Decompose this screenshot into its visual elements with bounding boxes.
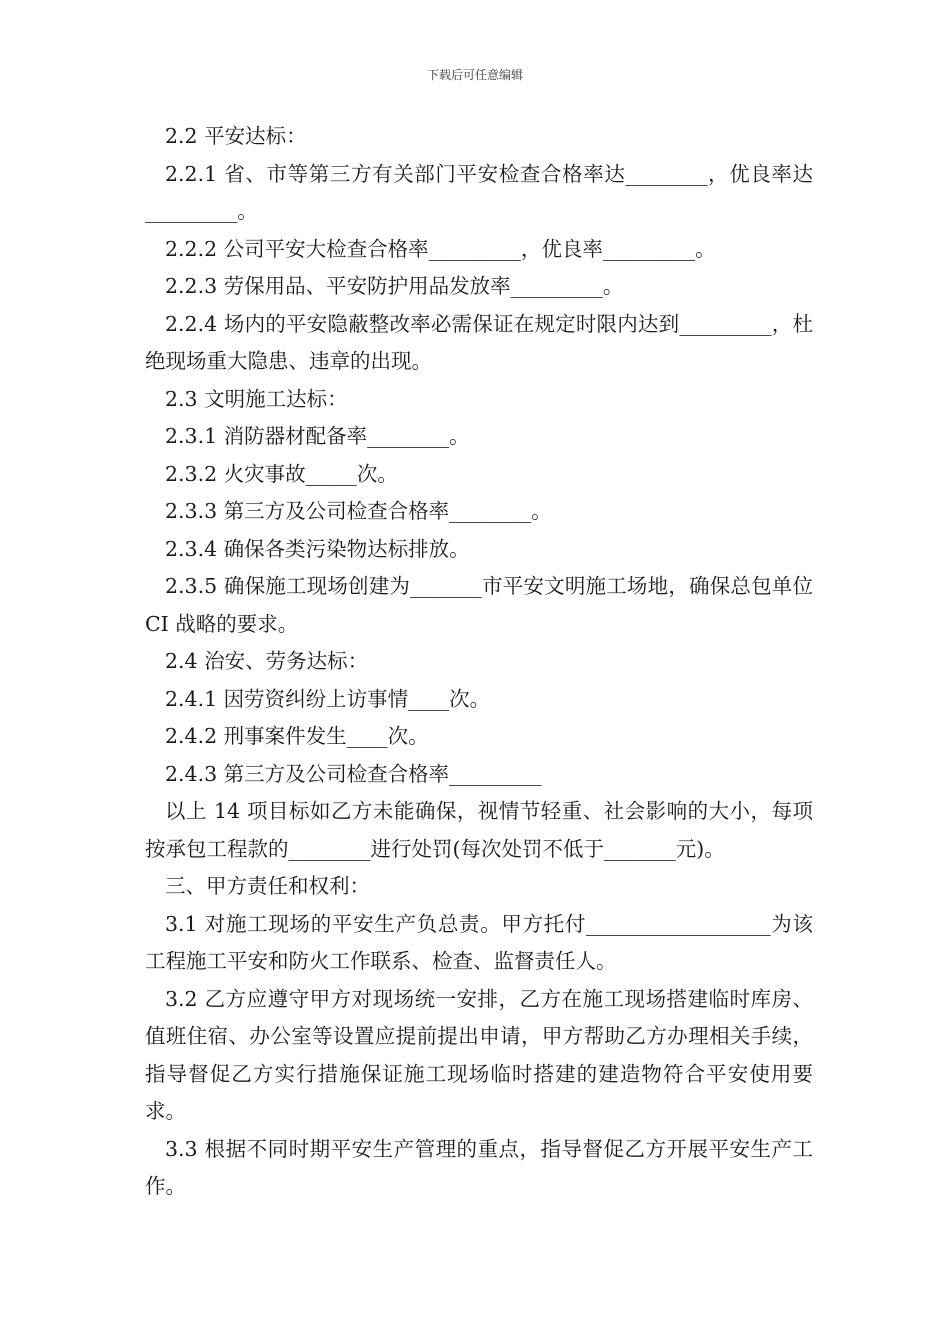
section-heading-2-2: 2.2 平安达标：: [165, 124, 307, 148]
paragraph-2-2-4: 2.2.4 场内的平安隐蔽整改率必需保证在规定时限内达到_________，杜绝现场重大隐患、违章的出现。: [145, 311, 813, 373]
section-heading-2-4: 2.4 治安、劳务达标：: [165, 649, 369, 673]
section-heading-3: 三、甲方责任和权利：: [165, 874, 370, 898]
paragraph-3-2: 3.2 乙方应遵守甲方对现场统一安排，乙方在施工现场搭建临时库房、值班住宿、办公室等设置应提前提出申请，甲方帮助乙方办理相关手续，指导督促乙方实行措施保证施工现场临时搭建的建造物符合平安使用要求。: [145, 986, 813, 1123]
paragraph-2-3-5: 2.3.5 确保施工现场创建为_______市平安文明施工场地，确保总包单位 CI 战略的要求。: [145, 574, 813, 636]
paragraph-3-1: 3.1 对施工现场的平安生产负总责。甲方托付__________________为该工程施工平安和防火工作联系、检查、监督责任人。: [145, 911, 813, 973]
paragraph-penalty: 以上 14 项目标如乙方未能确保，视情节轻重、社会影响的大小，每项按承包工程款的________进行处罚(每次处罚不低于_______元)。: [145, 799, 813, 861]
paragraph-2-4-3: 2.4.3 第三方及公司检查合格率_________: [165, 761, 542, 786]
paragraph-2-2-1: 2.2.1 省、市等第三方有关部门平安检查合格率达________，优良率达_________。: [145, 161, 813, 223]
paragraph-2-4-2: 2.4.2 刑事案件发生____次。: [165, 724, 429, 748]
page-header: 下载后可任意编辑: [426, 68, 523, 82]
section-heading-2-3: 2.3 文明施工达标：: [165, 386, 348, 411]
paragraph-2-3-2: 2.3.2 火灾事故_____次。: [165, 461, 398, 486]
paragraph-2-3-1: 2.3.1 消防器材配备率________。: [165, 424, 470, 448]
paragraph-2-2-2: 2.2.2 公司平安大检查合格率_________，优良率_________。: [165, 236, 716, 261]
paragraph-2-3-4: 2.3.4 确保各类污染物达标排放。: [165, 536, 470, 561]
paragraph-3-3: 3.3 根据不同时期平安生产管理的重点，指导督促乙方开展平安生产工作。: [145, 1136, 813, 1198]
paragraph-2-3-3: 2.3.3 第三方及公司检查合格率________。: [165, 499, 552, 523]
document-body: [145, 118, 813, 1206]
paragraph-2-4-1: 2.4.1 因劳资纠纷上访事情____次。: [165, 686, 491, 711]
paragraph-2-2-3: 2.2.3 劳保用品、平安防护用品发放率_________。: [165, 274, 624, 298]
